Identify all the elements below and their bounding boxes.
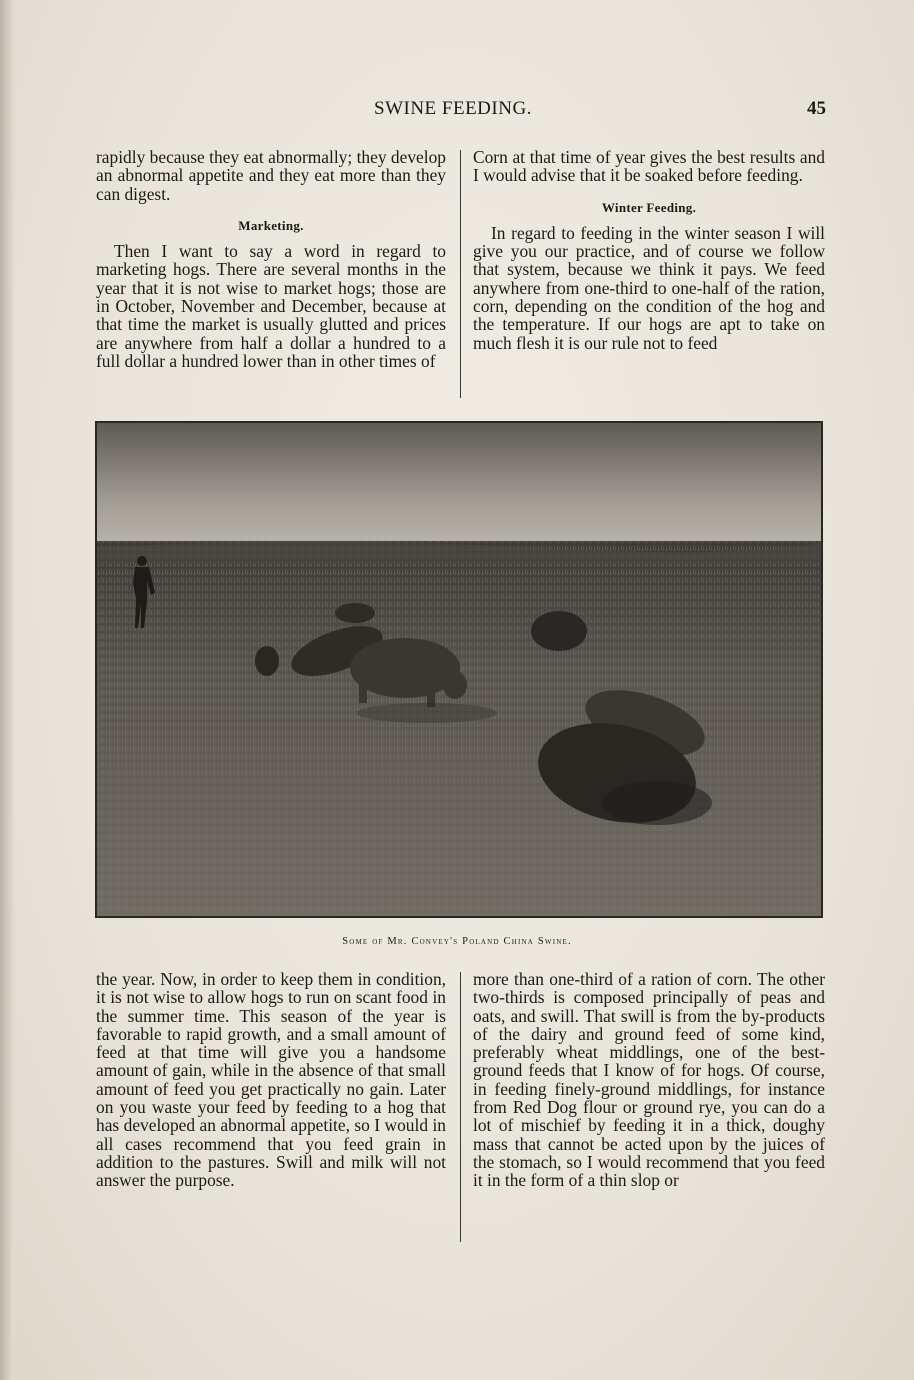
paragraph: Then I want to say a word in regard to marketing hogs. There are several months in the year that it is not wise to market hogs; those are in October, November and December, because at that time the market is usually glutted and prices are anywhere from half a dollar a hundred to a full dollar a hundred lower than in other times of [96, 241, 446, 371]
running-title: SWINE FEEDING. [374, 98, 532, 119]
paragraph: the year. Now, in order to keep them in condition, it is not wise to allow hogs to run on scant food in the summer time. This season of the year is favorable to rapid growth, and a small amount of feed at that time will give you a handsome amount of gain, while in the absence of that small amount of feed you get practically no gain. Later on you waste your feed by feeding to a hog that has developed an abnormal appetite, so I would in all cases recommend that you feed grain in addition to the pastures. Swill and milk will not answer the purpose. [96, 969, 446, 1191]
paragraph: In regard to feeding in the winter season I will give you our practice, and of course we follow that system, because we think it pays. We feed anywhere from one-third to one-half of the ration, corn, depending on the condition of the hog and the temperature. If our hogs are apt to take on much flesh it is our rule not to feed [473, 222, 825, 353]
page-number: 45 [807, 98, 826, 119]
shadow [357, 703, 497, 723]
hog-far-right [531, 611, 587, 651]
column-divider [460, 150, 461, 398]
paragraph: rapidly because they eat abnormally; they develop an abnormal appetite and they eat more than they can digest. [96, 147, 446, 204]
sky [97, 423, 821, 553]
paragraph: more than one-third of a ration of corn. The other two-thirds is composed principally of peas and oats, and swill. That swill is from the by-products of the dairy and ground feed of some kind, preferably wheat middlings, one of the best-ground feeds that I know of for hogs. Of course, in feeding finely-ground middlings, for instance from Red Dog flour or ground rye, you can do a lot of mischief by feeding it in a thick, doughy mass that cannot be acted upon by the juices of the stomach, so I would recommend that you feed it in the form of a thin slop or [473, 969, 825, 1191]
photo-caption: Some of Mr. Convey's Poland China Swine. [342, 936, 572, 947]
running-head [0, 98, 914, 128]
section-heading-marketing: Marketing. [238, 217, 304, 233]
column-divider [460, 972, 461, 1242]
photograph-image [97, 423, 821, 916]
photograph-swine-in-pasture [95, 421, 823, 918]
page-binding-edge [0, 0, 14, 1380]
column-bottom-left [96, 970, 446, 1190]
hog-small-dark [255, 646, 279, 676]
column-bottom-right [473, 970, 825, 1190]
section-heading-winter-feeding: Winter Feeding. [601, 199, 697, 215]
grass-texture [97, 541, 821, 916]
column-top-left [96, 148, 446, 370]
column-top-right [473, 148, 825, 352]
paragraph: Corn at that time of year gives the best results and I would advise that it be soaked before feeding. [473, 147, 825, 186]
